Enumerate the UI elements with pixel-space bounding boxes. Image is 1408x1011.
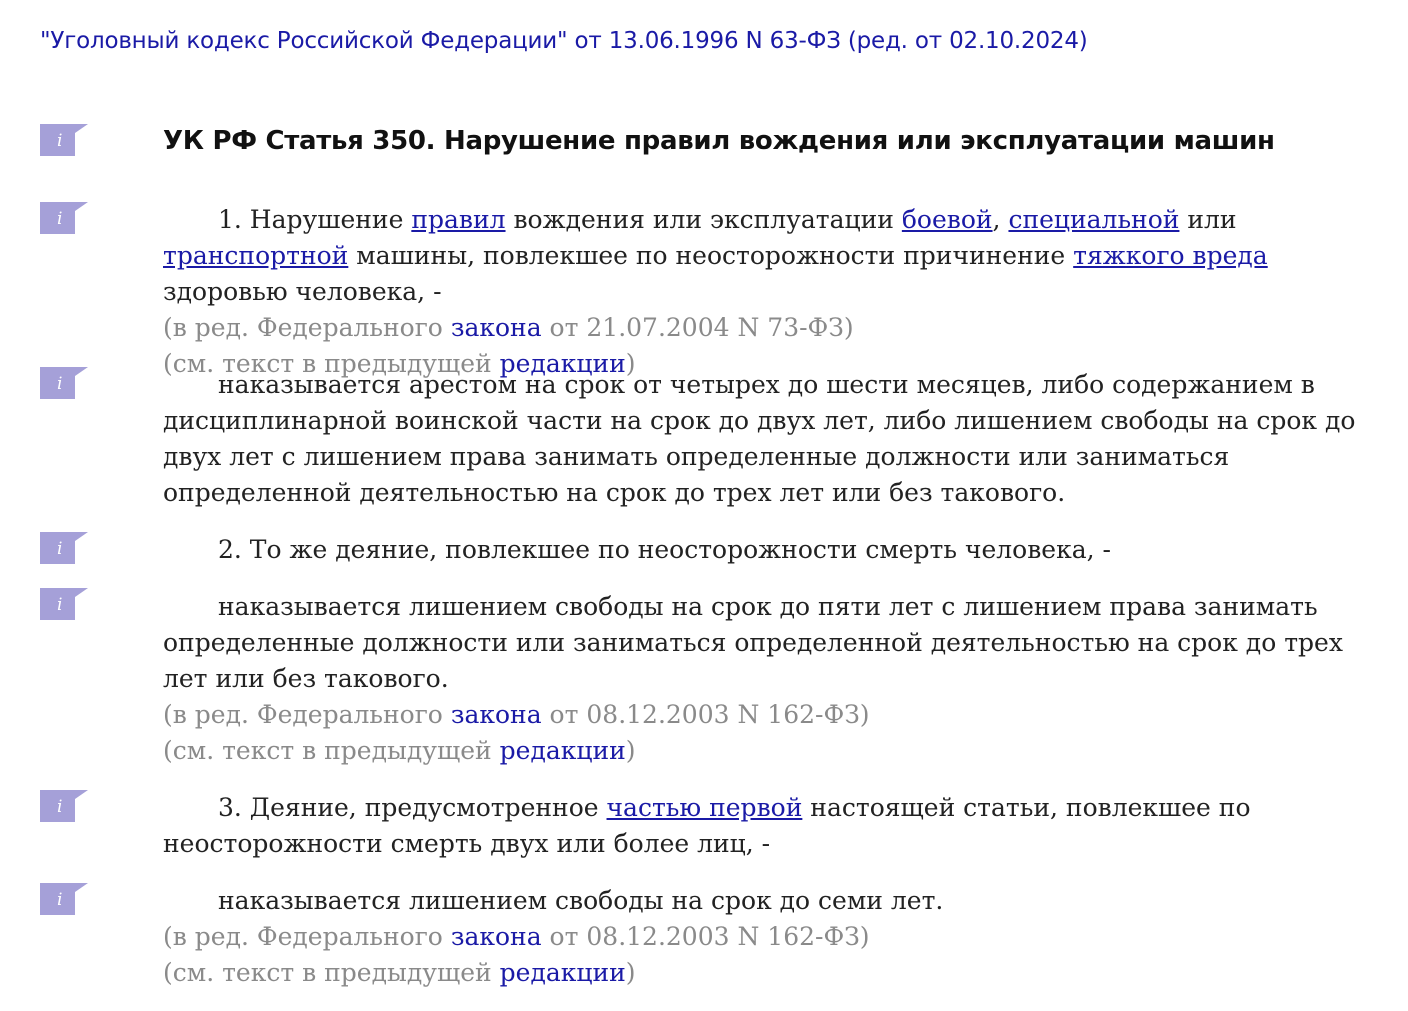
svg-text:i: i [57,131,63,151]
svg-text:i: i [57,890,63,910]
note-text: от 08.12.2003 N 162-ФЗ) [541,700,870,729]
sanction-3-block [163,883,1378,991]
link-combat[interactable]: боевой [901,205,993,234]
sanction-3-paragraph: наказывается лишением свободы на срок до семи лет. [218,886,944,915]
svg-text:i: i [57,374,63,394]
previous-edition-link[interactable]: редакции [499,349,626,378]
note-text: (см. текст в предыдущей [163,349,500,378]
link-transport[interactable]: транспортной [163,241,349,270]
text-fragment: здоровью человека, - [163,277,442,306]
amendment-note [163,919,1378,955]
text-fragment: 3. Деяние, предусмотренное [218,793,607,822]
previous-edition-note [163,955,1378,991]
info-flag-icon[interactable] [40,124,88,156]
part-2-block [163,532,1378,568]
svg-text:i: i [57,595,63,615]
amendment-note [163,310,1378,346]
note-text: ) [625,349,636,378]
amendment-law-link[interactable]: закона [450,313,542,342]
text-fragment: машины, повлекшее по неосторожности причинение [348,241,1074,270]
info-flag-icon[interactable] [40,883,88,915]
previous-edition-link[interactable]: редакции [499,958,626,987]
previous-edition-note [163,733,1378,769]
note-text: ) [625,958,636,987]
sanction-1-block [163,367,1378,511]
part-3-block [163,790,1378,862]
note-text: (в ред. Федерального [163,922,451,951]
article-heading: УК РФ Статья 350. Нарушение правил вождения или эксплуатации машин [163,126,1275,156]
info-flag-icon[interactable] [40,588,88,620]
note-text: (см. текст в предыдущей [163,736,500,765]
info-flag-icon[interactable] [40,367,88,399]
link-rules[interactable]: правил [411,205,506,234]
document-title-link[interactable]: "Уголовный кодекс Российской Федерации" от 13.06.1996 N 63-ФЗ (ред. от 02.10.2024) [40,28,1088,54]
text-fragment: , [992,205,1009,234]
note-text: от 08.12.2003 N 162-ФЗ) [541,922,870,951]
info-flag-icon[interactable] [40,532,88,564]
svg-text:i: i [57,797,63,817]
text-fragment: вождения или эксплуатации [505,205,902,234]
link-part-one[interactable]: частью первой [606,793,803,822]
amendment-law-link[interactable]: закона [450,700,542,729]
note-text: (см. текст в предыдущей [163,958,500,987]
note-text: от 21.07.2004 N 73-ФЗ) [541,313,854,342]
text-fragment: 1. Нарушение [218,205,412,234]
part-1-block [163,202,1378,382]
sanction-1-paragraph: наказывается арестом на срок от четырех до шести месяцев, либо содержанием в дисциплинарной воинской части на срок до двух лет, либо лишением свободы на срок до двух лет с лишением права занимать определенные должности или заниматься определенной деятельностью на срок до трех лет или без такового. [163,370,1356,507]
part-3-paragraph [163,790,1378,862]
previous-edition-link[interactable]: редакции [499,736,626,765]
text-fragment: настоящей статьи, повлекшее по неосторожности смерть двух или более лиц, - [163,793,1251,858]
note-text: (в ред. Федерального [163,313,451,342]
info-flag-icon[interactable] [40,790,88,822]
svg-text:i: i [57,209,63,229]
sanction-2-paragraph: наказывается лишением свободы на срок до пяти лет с лишением права занимать определенные должности или заниматься определенной деятельностью на срок до трех лет или без такового. [163,592,1343,693]
link-grave-harm[interactable]: тяжкого вреда [1073,241,1268,270]
link-special[interactable]: специальной [1008,205,1180,234]
amendment-note [163,697,1378,733]
info-flag-icon[interactable] [40,202,88,234]
note-text: (в ред. Федерального [163,700,451,729]
part-1-paragraph [163,202,1378,310]
text-fragment: или [1179,205,1237,234]
svg-text:i: i [57,539,63,559]
part-2-paragraph: 2. То же деяние, повлекшее по неосторожности смерть человека, - [218,535,1111,564]
amendment-law-link[interactable]: закона [450,922,542,951]
sanction-2-block [163,589,1378,769]
note-text: ) [625,736,636,765]
